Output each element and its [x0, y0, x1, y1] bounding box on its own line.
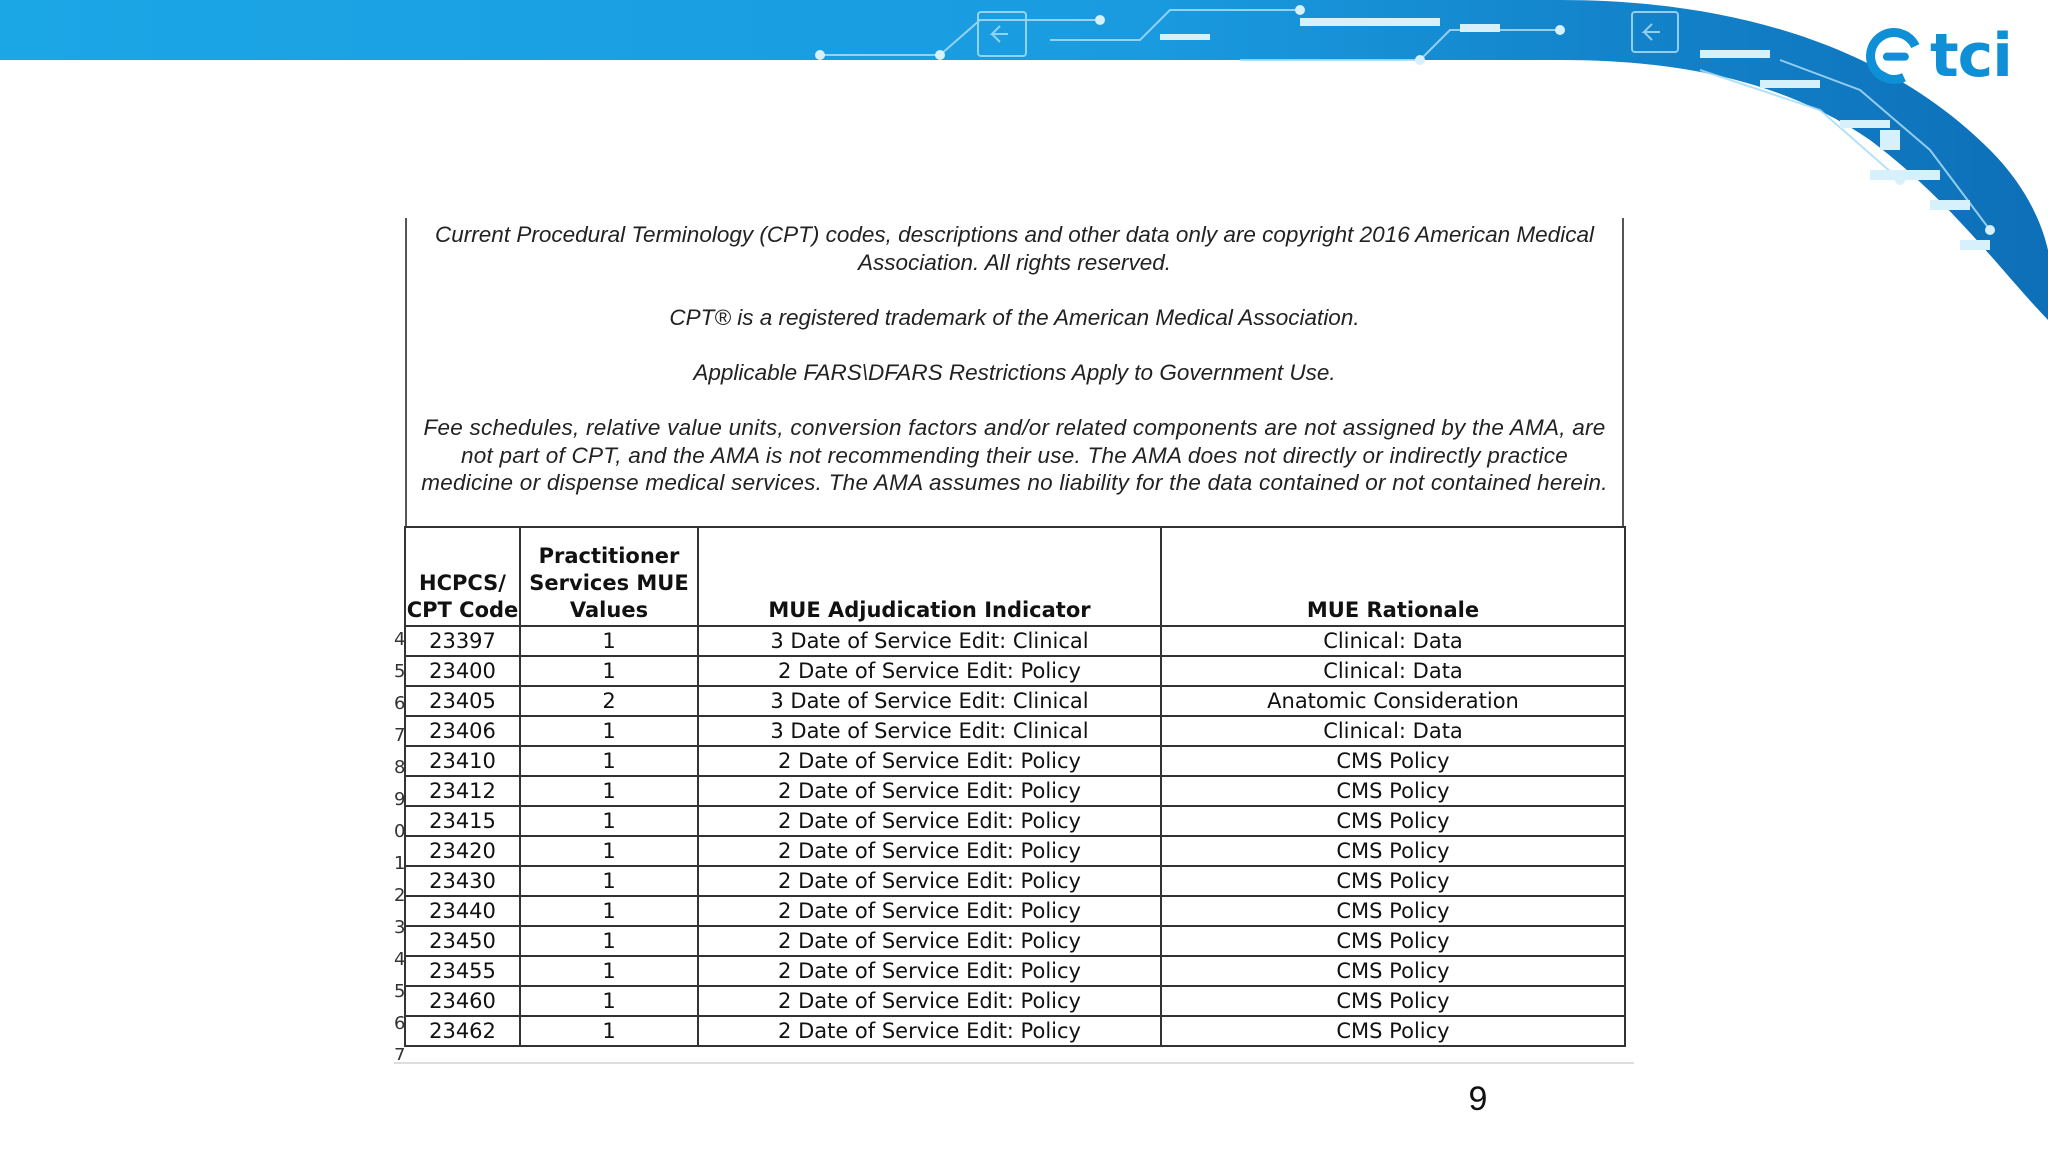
row-edge-mark: 8	[394, 757, 406, 778]
logo-text: tci	[1930, 21, 2012, 91]
row-edge-mark: 4	[394, 949, 406, 970]
cell-code: 23397	[405, 626, 520, 656]
cell-code: 23405	[405, 686, 520, 716]
cell-rationale: CMS Policy	[1161, 776, 1625, 806]
cell-adjudication: 3 Date of Service Edit: Clinical	[698, 716, 1161, 746]
row-edge-mark: 0	[394, 821, 406, 842]
row-edge-mark: 7	[394, 725, 406, 746]
cell-mue-value: 1	[520, 626, 698, 656]
cell-code: 23412	[405, 776, 520, 806]
logo-e-icon	[1858, 20, 1930, 92]
document-bottom-edge	[394, 1062, 1634, 1064]
cell-rationale: Clinical: Data	[1161, 626, 1625, 656]
cell-rationale: CMS Policy	[1161, 806, 1625, 836]
header-mue-values: Practitioner Services MUE Values	[520, 527, 698, 626]
table-row	[405, 986, 1625, 1016]
cell-mue-value: 1	[520, 896, 698, 926]
cell-adjudication: 2 Date of Service Edit: Policy	[698, 986, 1161, 1016]
cell-code: 23430	[405, 866, 520, 896]
cell-rationale: CMS Policy	[1161, 746, 1625, 776]
table-row	[405, 626, 1625, 656]
cell-code: 23462	[405, 1016, 520, 1046]
cell-code: 23455	[405, 956, 520, 986]
cell-adjudication: 2 Date of Service Edit: Policy	[698, 746, 1161, 776]
table-row	[405, 926, 1625, 956]
row-edge-mark: 6	[394, 1013, 406, 1034]
row-edge-mark: 2	[394, 885, 406, 906]
liability-paragraph: Fee schedules, relative value units, conversion factors and/or related components are not assigned by the AMA, are not part of CPT, and the AMA is not recommending their use. The AMA does not directly or indirectly practice medicine or dispense medical services. The AMA assumes no liability for the data contained or not contained herein.	[421, 415, 1608, 495]
row-edge-mark: 1	[394, 853, 406, 874]
mue-document	[394, 218, 1634, 1060]
mue-table	[404, 526, 1626, 1047]
header-adjudication: MUE Adjudication Indicator	[698, 527, 1161, 626]
cell-adjudication: 2 Date of Service Edit: Policy	[698, 926, 1161, 956]
cell-rationale: CMS Policy	[1161, 986, 1625, 1016]
table-row	[405, 746, 1625, 776]
cell-adjudication: 2 Date of Service Edit: Policy	[698, 656, 1161, 686]
cell-mue-value: 1	[520, 776, 698, 806]
header-rationale: MUE Rationale	[1161, 527, 1625, 626]
cell-adjudication: 3 Date of Service Edit: Clinical	[698, 686, 1161, 716]
table-row	[405, 656, 1625, 686]
cell-code: 23415	[405, 806, 520, 836]
cell-adjudication: 2 Date of Service Edit: Policy	[698, 776, 1161, 806]
copyright-line: Current Procedural Terminology (CPT) codes, descriptions and other data only are copyright 2016 American Medical Association. All rights reserved.	[435, 222, 1594, 275]
table-row	[405, 716, 1625, 746]
cell-rationale: CMS Policy	[1161, 866, 1625, 896]
table-row	[405, 866, 1625, 896]
table-row	[405, 776, 1625, 806]
cell-code: 23420	[405, 836, 520, 866]
cell-rationale: CMS Policy	[1161, 926, 1625, 956]
row-edge-mark: 5	[394, 661, 406, 682]
cell-adjudication: 2 Date of Service Edit: Policy	[698, 836, 1161, 866]
cell-code: 23400	[405, 656, 520, 686]
cell-mue-value: 1	[520, 1016, 698, 1046]
cell-adjudication: 2 Date of Service Edit: Policy	[698, 896, 1161, 926]
cell-adjudication: 2 Date of Service Edit: Policy	[698, 1016, 1161, 1046]
table-row	[405, 836, 1625, 866]
cell-adjudication: 3 Date of Service Edit: Clinical	[698, 626, 1161, 656]
cell-adjudication: 2 Date of Service Edit: Policy	[698, 866, 1161, 896]
row-edge-mark: 3	[394, 917, 406, 938]
table-row	[405, 686, 1625, 716]
cell-mue-value: 1	[520, 656, 698, 686]
cell-rationale: Clinical: Data	[1161, 656, 1625, 686]
cell-rationale: CMS Policy	[1161, 956, 1625, 986]
cell-mue-value: 1	[520, 716, 698, 746]
row-edge-mark: 4	[394, 629, 406, 650]
row-edge-mark: 6	[394, 693, 406, 714]
cell-code: 23406	[405, 716, 520, 746]
cell-rationale: Anatomic Consideration	[1161, 686, 1625, 716]
cell-adjudication: 2 Date of Service Edit: Policy	[698, 956, 1161, 986]
cell-rationale: Clinical: Data	[1161, 716, 1625, 746]
cell-mue-value: 1	[520, 836, 698, 866]
cell-code: 23460	[405, 986, 520, 1016]
table-row	[405, 896, 1625, 926]
row-edge-mark: 7	[394, 1045, 406, 1060]
table-row	[405, 956, 1625, 986]
table-row	[405, 1016, 1625, 1046]
cell-mue-value: 1	[520, 986, 698, 1016]
cell-mue-value: 2	[520, 686, 698, 716]
table-header-row	[405, 527, 1625, 626]
cell-code: 23450	[405, 926, 520, 956]
copyright-notice	[405, 218, 1624, 526]
cell-mue-value: 1	[520, 806, 698, 836]
restrictions-line: Applicable FARS\DFARS Restrictions Apply to Government Use.	[693, 359, 1336, 385]
row-edge-mark: 5	[394, 981, 406, 1002]
row-edge-mark: 9	[394, 789, 406, 810]
cell-mue-value: 1	[520, 926, 698, 956]
cell-mue-value: 1	[520, 746, 698, 776]
header-code: HCPCS/ CPT Code	[405, 527, 520, 626]
table-row	[405, 806, 1625, 836]
cell-rationale: CMS Policy	[1161, 836, 1625, 866]
brand-logo	[1866, 22, 2012, 90]
page-number: 9	[1468, 1080, 1488, 1118]
cell-adjudication: 2 Date of Service Edit: Policy	[698, 806, 1161, 836]
trademark-line: CPT® is a registered trademark of the American Medical Association.	[669, 305, 1360, 330]
cell-rationale: CMS Policy	[1161, 1016, 1625, 1046]
cell-mue-value: 1	[520, 956, 698, 986]
cell-mue-value: 1	[520, 866, 698, 896]
cell-code: 23440	[405, 896, 520, 926]
cell-rationale: CMS Policy	[1161, 896, 1625, 926]
cell-code: 23410	[405, 746, 520, 776]
